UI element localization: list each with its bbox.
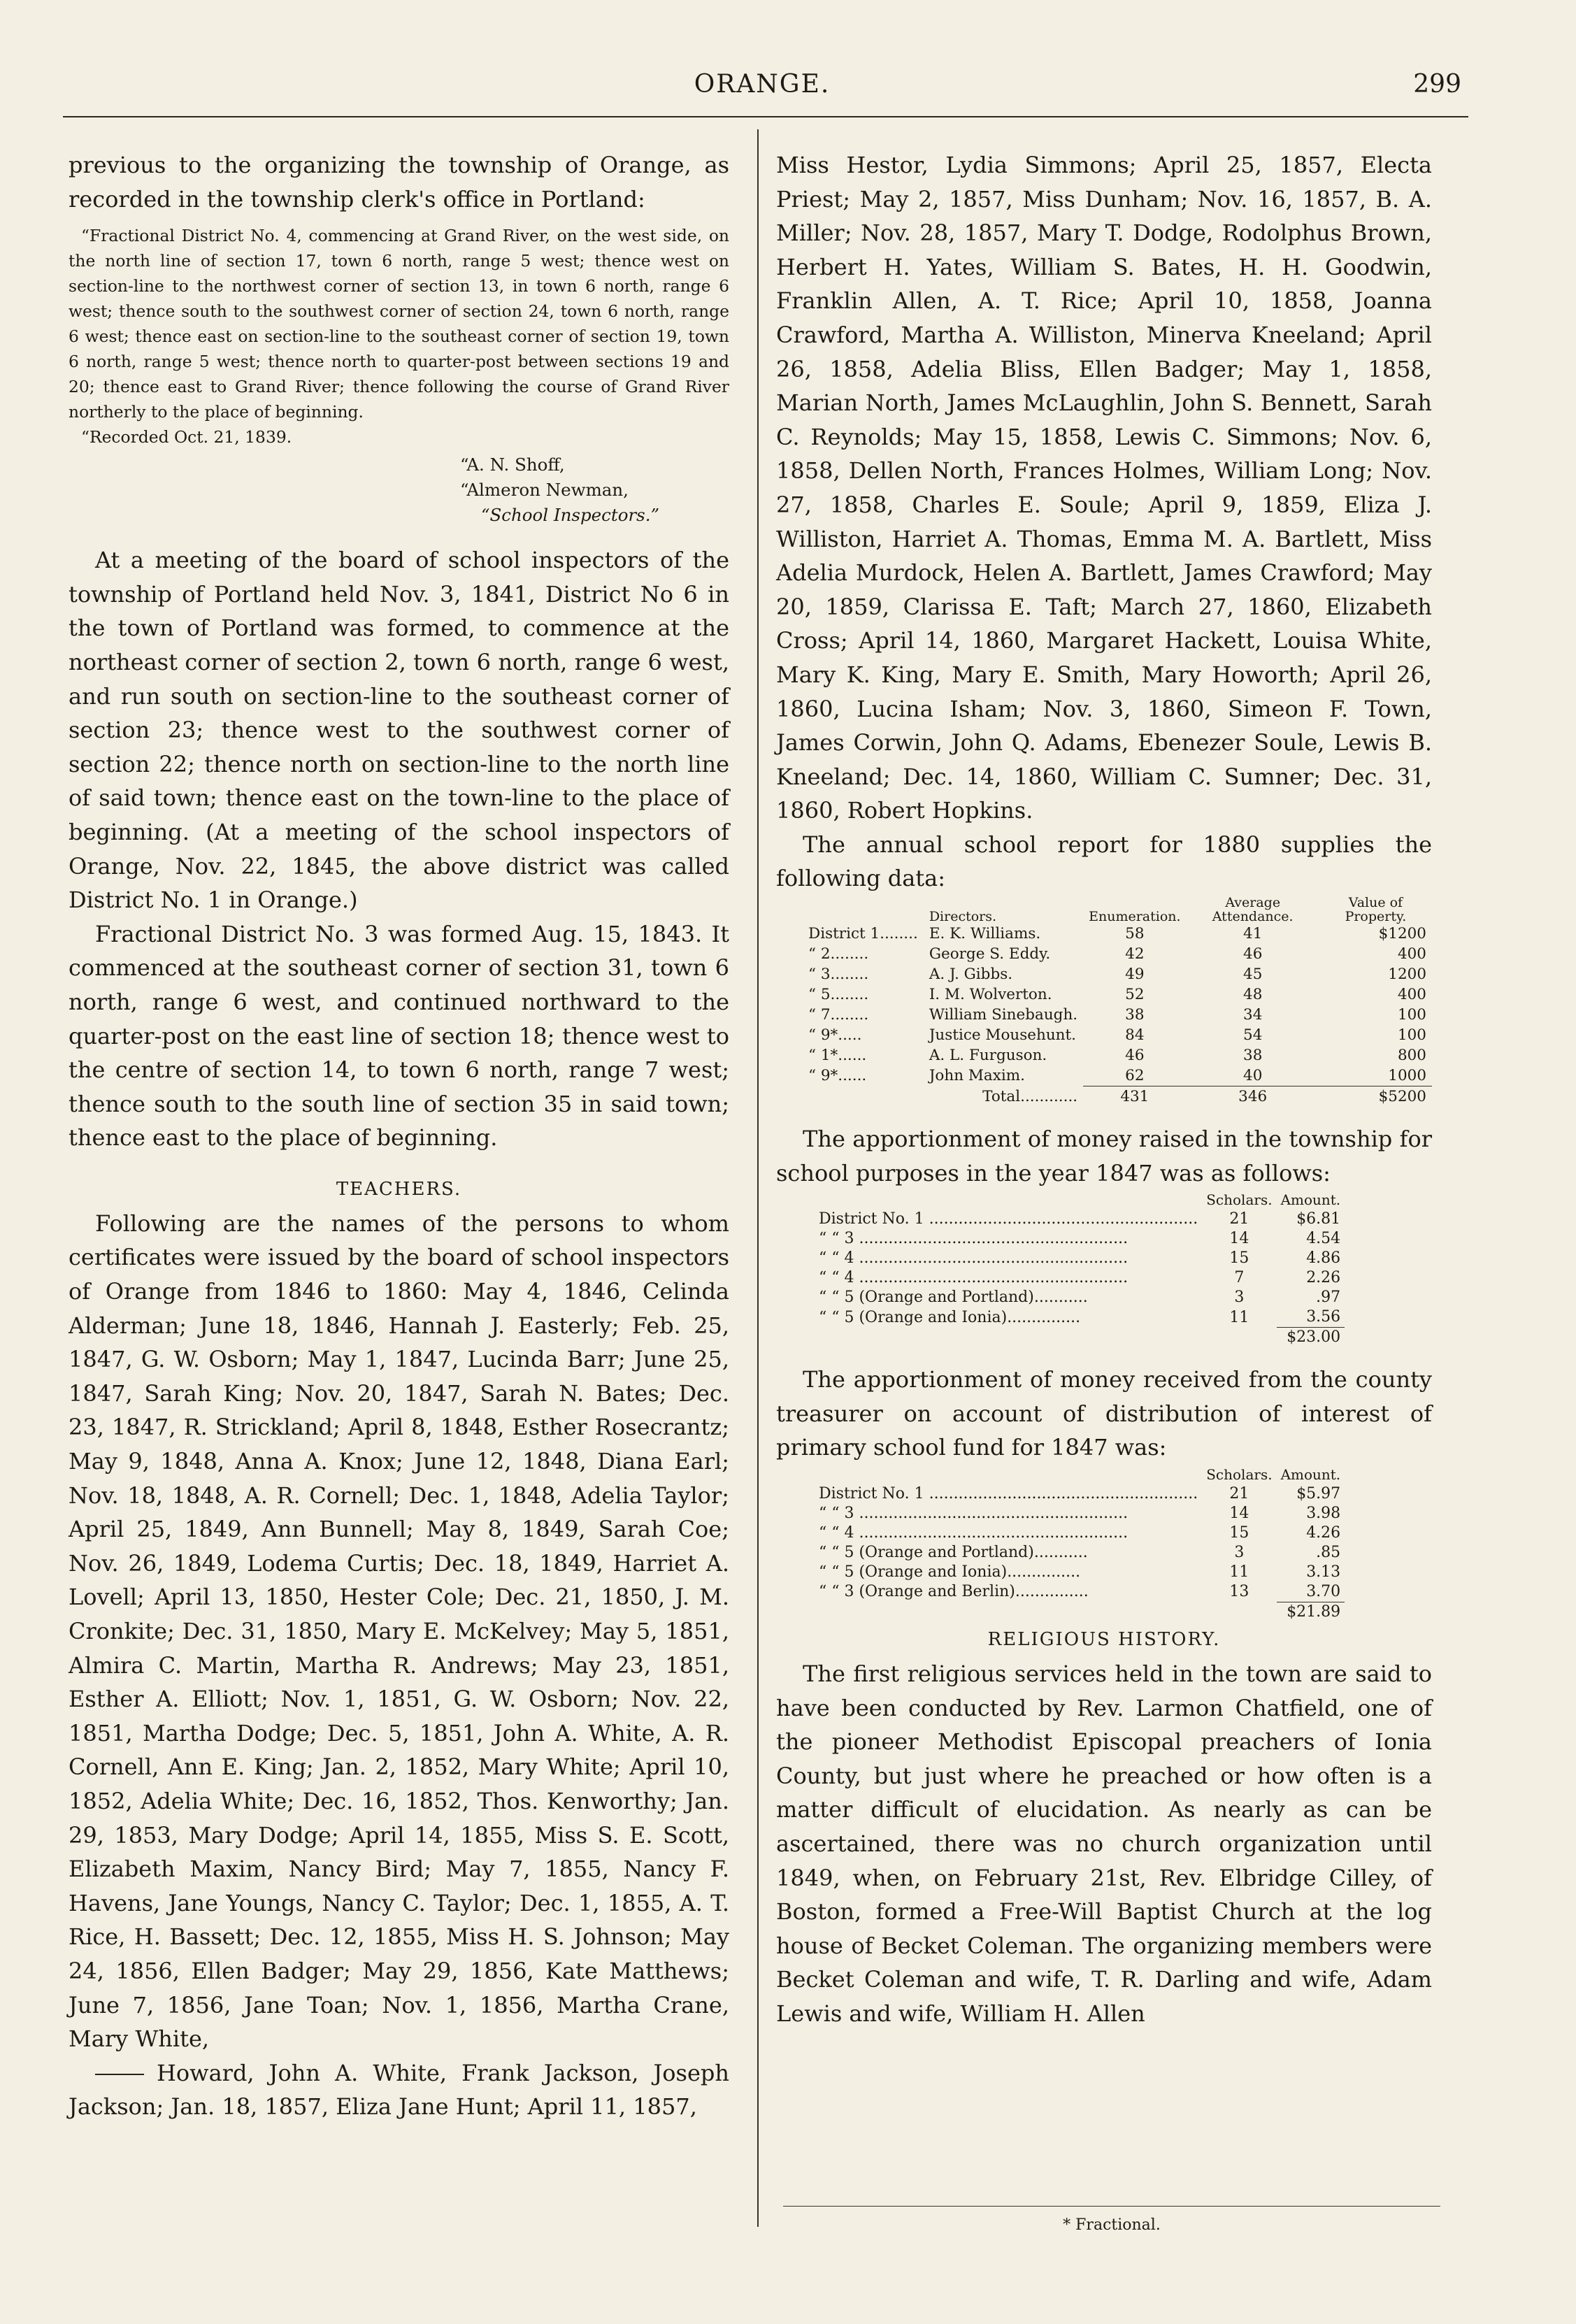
district-cell: “ 3........ (808, 966, 869, 984)
footnote: * Fractional. (1063, 2216, 1161, 2234)
district-cell: “ 9*..... (808, 1026, 862, 1045)
table-row (803, 924, 1432, 944)
enumeration-cell: 46 (1125, 1047, 1145, 1065)
col-scholars: Scholars. (1206, 1191, 1273, 1209)
paragraph-district-3: Fractional District No. 3 was formed Aug. 15, 1843. It commenced at the southeast corner of section 31, town 6 north, range 6 west, and continued northward to the quarter-post on the east line of section 18; thence west to the centre of section 14, to town 6 north, range 7 west; thence south to the south line of section 35 in said town; thence east to the place of beginning. (69, 920, 729, 1152)
district-cell: “ “ 3 (Orange and Berlin)............... (819, 1583, 1089, 1601)
district-cell: “ 1*...... (808, 1047, 867, 1065)
table-row (815, 1543, 1345, 1563)
scholars-cell: 21 (1229, 1485, 1249, 1503)
table-row (815, 1523, 1345, 1543)
district-cell: “ “ 4 ....................................................... (819, 1524, 1129, 1542)
district-cell: District No. 1 ....................................................... (819, 1210, 1198, 1228)
col-enumeration: Enumeration. (1089, 909, 1181, 925)
religious-history-paragraph: The first religious services held in the town are said to have been conducted by Rev. Larmon Chatfield, one of the pioneer Methodist Episcopal preachers of Ionia County, but just where he preached or how often is a matter difficult of elucidation. As nearly as can be ascertained, there was no church organization until 1849, when, on February 21st, Rev. Elbridge Cilley, of Boston, formed a Free-Will Baptist Church at the log house of Becket Coleman. The organizing members were Becket Coleman and wife, T. R. Darling and wife, Adam Lewis and wife, William H. Allen (776, 1660, 1432, 2027)
total-attendance: 346 (1187, 1086, 1319, 1107)
table-row (815, 1307, 1345, 1328)
col-amount: Amount. (1280, 1191, 1341, 1209)
scholars-cell: 11 (1229, 1563, 1249, 1581)
district-cell: “ “ 3 ....................................................... (819, 1230, 1129, 1248)
scholars-cell: 14 (1229, 1230, 1249, 1248)
scholars-cell: 11 (1229, 1308, 1249, 1326)
attendance-cell: 41 (1243, 925, 1263, 943)
amount-cell: 3.98 (1306, 1505, 1341, 1523)
total-label: Total............ (982, 1087, 1078, 1105)
table-row (815, 1249, 1345, 1268)
director-cell: E. K. Williams. (929, 925, 1041, 943)
amount-cell: 3.56 (1306, 1308, 1341, 1326)
table-row (815, 1229, 1345, 1249)
district-cell: District No. 1 ....................................................... (819, 1485, 1198, 1503)
district-cell: “ 7........ (808, 1006, 869, 1024)
paragraph-district-6: At a meeting of the board of school inspectors of the township of Portland held Nov. 3, 1841, District No 6 in the town of Portland was formed, to commence at the northeast corner of section 2, town 6 north, range 6 west, and run south on section-line to the southeast corner of section 23; thence west to the southwest corner of section 22; thence north on section-line to the north line of said town; thence east on the town-line to the place of beginning. (At a meeting of the school inspectors of Orange, Nov. 22, 1845, the above district was called District No. 1 in Orange.) (69, 547, 729, 914)
recorded-line: “Recorded Oct. 21, 1839. (81, 427, 292, 447)
running-title: ORANGE. (694, 70, 831, 99)
signature-title: “School Inspectors.” (481, 505, 660, 526)
col-value: Value of Property. (1345, 895, 1407, 925)
apportionment-1847-intro: The apportionment of money raised in the township for school purposes in the year 1847 was as follows: (776, 1126, 1432, 1186)
report-intro: The annual school report for 1880 supplies the following data: (776, 831, 1432, 892)
district-cell: “ “ 4 ....................................................... (819, 1269, 1129, 1287)
attendance-cell: 46 (1243, 945, 1263, 963)
amount-cell: 4.26 (1306, 1524, 1341, 1542)
district-cell: “ 2........ (808, 945, 869, 963)
district-cell: “ “ 4 ....................................................... (819, 1249, 1129, 1268)
attendance-cell: 38 (1243, 1047, 1263, 1065)
table-row (815, 1582, 1345, 1602)
attendance-cell: 48 (1243, 986, 1263, 1004)
header-rule (63, 116, 1468, 117)
district-cell: District 1........ (808, 925, 918, 943)
table-header-row (815, 1190, 1345, 1210)
value-cell: 100 (1397, 1026, 1426, 1045)
district-cell: “ “ 5 (Orange and Portland)........... (819, 1544, 1088, 1562)
col-directors: Directors. (929, 909, 997, 925)
enumeration-cell: 38 (1125, 1006, 1145, 1024)
scholars-cell: 15 (1229, 1524, 1249, 1542)
total-value: $5200 (1319, 1086, 1432, 1107)
district-cell: “ “ 5 (Orange and Portland)........... (819, 1289, 1088, 1307)
scholars-cell: 3 (1234, 1289, 1245, 1307)
value-cell: 400 (1397, 986, 1426, 1004)
teachers-heading: TEACHERS. (336, 1178, 462, 1200)
scholars-cell: 7 (1234, 1269, 1245, 1287)
school-report-table (803, 896, 1432, 1107)
amount-cell: 4.54 (1306, 1230, 1341, 1248)
value-cell: $1200 (1378, 925, 1426, 943)
table-row (803, 1045, 1432, 1066)
amount-cell: .97 (1316, 1289, 1341, 1307)
attendance-cell: 45 (1243, 966, 1263, 984)
table-row (815, 1504, 1345, 1523)
scholars-cell: 3 (1234, 1544, 1245, 1562)
director-cell: William Sinebaugh. (929, 1006, 1078, 1024)
amount-cell: $6.81 (1296, 1210, 1341, 1228)
enumeration-cell: 42 (1125, 945, 1145, 963)
footnote-rule (783, 2206, 1440, 2207)
enumeration-cell: 49 (1125, 966, 1145, 984)
table-row (803, 964, 1432, 984)
enumeration-cell: 84 (1125, 1026, 1145, 1045)
table-row (803, 1025, 1432, 1045)
col-amount: Amount. (1280, 1466, 1341, 1484)
director-cell: George S. Eddy. (929, 945, 1051, 963)
table-total-row (815, 1602, 1345, 1623)
col-attendance: Average Attendance. (1212, 895, 1294, 925)
district-cell: “ 5........ (808, 986, 869, 1004)
apportionment-county-intro: The apportionment of money received from the county treasurer on account of distribution of interest of primary school fund for 1847 was: (776, 1366, 1432, 1461)
enumeration-cell: 58 (1125, 925, 1145, 943)
scholars-cell: 13 (1229, 1583, 1249, 1601)
district-cell: “ 9*...... (808, 1067, 867, 1085)
page-header (63, 70, 1461, 112)
apportionment-1847-table (815, 1190, 1345, 1347)
religious-history-heading: RELIGIOUS HISTORY. (987, 1629, 1221, 1651)
table-row (803, 1066, 1432, 1086)
director-cell: A. L. Furguson. (929, 1047, 1047, 1065)
amount-cell: 3.13 (1306, 1563, 1341, 1581)
value-cell: 400 (1397, 945, 1426, 963)
district-cell: “ “ 3 ....................................................... (819, 1505, 1129, 1523)
table-row (815, 1288, 1345, 1307)
attendance-cell: 34 (1243, 1006, 1263, 1024)
table-header-row (803, 896, 1432, 924)
value-cell: 800 (1397, 1047, 1426, 1065)
column-divider (757, 129, 759, 2227)
district-cell: “ “ 5 (Orange and Ionia)............... (819, 1308, 1081, 1326)
teachers-paragraph-end: Howard, John A. White, Frank Jackson, Joseph Jackson; Jan. 18, 1857, Eliza Jane Hunt; April 11, 1857, (69, 2059, 729, 2121)
scholars-cell: 21 (1229, 1210, 1249, 1228)
amount-cell: $5.97 (1296, 1485, 1341, 1503)
director-cell: A. J. Gibbs. (929, 966, 1013, 984)
name-dash (95, 2074, 144, 2075)
value-cell: 100 (1397, 1006, 1426, 1024)
right-column (776, 148, 1432, 2031)
signature-shoff: “A. N. Shoff, (460, 454, 565, 475)
left-column (69, 148, 729, 2124)
page-number: 299 (1413, 70, 1461, 99)
table-total-row (803, 1086, 1432, 1107)
value-cell: 1200 (1388, 966, 1426, 984)
scholars-cell: 14 (1229, 1505, 1249, 1523)
enumeration-cell: 62 (1125, 1067, 1145, 1085)
scholars-cell: 15 (1229, 1249, 1249, 1268)
amount-cell: .85 (1316, 1544, 1341, 1562)
teachers-continued: Miss Hestor, Lydia Simmons; April 25, 1857, Electa Priest; May 2, 1857, Miss Dunham; Nov. 16, 1857, B. A. Miller; Nov. 28, 1857, Mary T. Dodge, Rodolphus Brown, Herbert H. Yates, William S. Bates, H. H. Goodwin, Franklin Allen, A. T. Rice; April 10, 1858, Joanna Crawford, Martha A. Williston, Minerva Kneeland; April 26, 1858, Adelia Bliss, Ellen Badger; May 1, 1858, Marian North, James McLaughlin, John S. Bennett, Sarah C. Reynolds; May 15, 1858, Lewis C. Simmons; Nov. 6, 1858, Dellen North, Frances Holmes, William Long; Nov. 27, 1858, Charles E. Soule; April 9, 1859, Eliza J. Williston, Harriet A. Thomas, Emma M. A. Bartlett, Miss Adelia Murdock, Helen A. Bartlett, James Crawford; May 20, 1859, Clarissa E. Taft; March 27, 1860, Elizabeth Cross; April 14, 1860, Margaret Hackett, Louisa White, Mary K. King, Mary E. Smith, Mary Howorth; April 26, 1860, Lucina Isham; Nov. 3, 1860, Simeon F. Town, James Corwin, John Q. Adams, Ebenezer Soule, Lewis B. Kneeland; Dec. 14, 1860, William C. Sumner; Dec. 31, 1860, Robert Hopkins. (776, 152, 1432, 824)
table-total-row (815, 1328, 1345, 1348)
district-quote: “Fractional District No. 4, commencing at Grand River, on the west side, on the north line of section 17, town 6 north, range 5 west; thence west on section-line to the northwest corner of section 13, in town 6 north, range 6 west; thence south to the southwest corner of section 24, town 6 north, range 6 west; thence east on section-line to the southeast corner of section 19, town 6 north, range 5 west; thence north to quarter-post between sections 19 and 20; thence east to Grand River; thence following the course of Grand River northerly to the place of beginning. (69, 226, 729, 422)
table-row (815, 1268, 1345, 1288)
director-cell: Justice Mousehunt. (929, 1026, 1077, 1045)
table-header-row (815, 1465, 1345, 1484)
signatures (460, 452, 729, 528)
intro-paragraph: previous to the organizing the township of Orange, as recorded in the township clerk's office in Portland: (69, 152, 729, 213)
director-cell: John Maxim. (929, 1067, 1025, 1085)
signature-newman: “Almeron Newman, (460, 480, 629, 501)
district-cell: “ “ 5 (Orange and Ionia)............... (819, 1563, 1081, 1581)
attendance-cell: 54 (1243, 1026, 1263, 1045)
table-row (815, 1484, 1345, 1504)
value-cell: 1000 (1388, 1067, 1426, 1085)
amount-cell: 4.86 (1306, 1249, 1341, 1268)
table-row (803, 984, 1432, 1005)
director-cell: I. M. Wolverton. (929, 986, 1052, 1004)
amount-cell: 3.70 (1306, 1583, 1341, 1601)
total-enum: 431 (1083, 1086, 1186, 1107)
teachers-paragraph: Following are the names of the persons to whom certificates were issued by the board of school inspectors of Orange from 1846 to 1860: May 4, 1846, Celinda Alderman; June 18, 1846, Hannah J. Easterly; Feb. 25, 1847, G. W. Osborn; May 1, 1847, Lucinda Barr; June 25, 1847, Sarah King; Nov. 20, 1847, Sarah N. Bates; Dec. 23, 1847, R. Strickland; April 8, 1848, Esther Rosecrantz; May 9, 1848, Anna A. Knox; June 12, 1848, Diana Earl; Nov. 18, 1848, A. R. Cornell; Dec. 1, 1848, Adelia Taylor; April 25, 1849, Ann Bunnell; May 8, 1849, Sarah Coe; Nov. 26, 1849, Lodema Curtis; Dec. 18, 1849, Harriet A. Lovell; April 13, 1850, Hester Cole; Dec. 21, 1850, J. M. Cronkite; Dec. 31, 1850, Mary E. McKelvey; May 5, 1851, Almira C. Martin, Martha R. Andrews; May 23, 1851, Esther A. Elliott; Nov. 1, 1851, G. W. Osborn; Nov. 22, 1851, Martha Dodge; Dec. 5, 1851, John A. White, A. R. Cornell, Ann E. King; Jan. 2, 1852, Mary White; April 10, 1852, Adelia White; Dec. 16, 1852, Thos. Kenworthy; Jan. 29, 1853, Mary Dodge; April 14, 1855, Miss S. E. Scott, Elizabeth Maxim, Nancy Bird; May 7, 1855, Nancy F. Havens, Jane Youngs, Nancy C. Taylor; Dec. 1, 1855, A. T. Rice, H. Bassett; Dec. 12, 1855, Miss H. S. Johnson; May 24, 1856, Ellen Badger; May 29, 1856, Kate Matthews; June 7, 1856, Jane Toan; Nov. 1, 1856, Martha Crane, Mary White, (69, 1210, 729, 2053)
table-row (815, 1210, 1345, 1229)
enumeration-cell: 52 (1125, 986, 1145, 1004)
table-row (803, 1005, 1432, 1025)
table-row (815, 1563, 1345, 1582)
app2-total: $21.89 (1277, 1602, 1345, 1623)
amount-cell: 2.26 (1306, 1269, 1341, 1287)
col-scholars: Scholars. (1206, 1466, 1273, 1484)
table-row (803, 944, 1432, 964)
app1-total: $23.00 (1277, 1328, 1345, 1348)
attendance-cell: 40 (1243, 1067, 1263, 1085)
apportionment-county-table (815, 1465, 1345, 1622)
